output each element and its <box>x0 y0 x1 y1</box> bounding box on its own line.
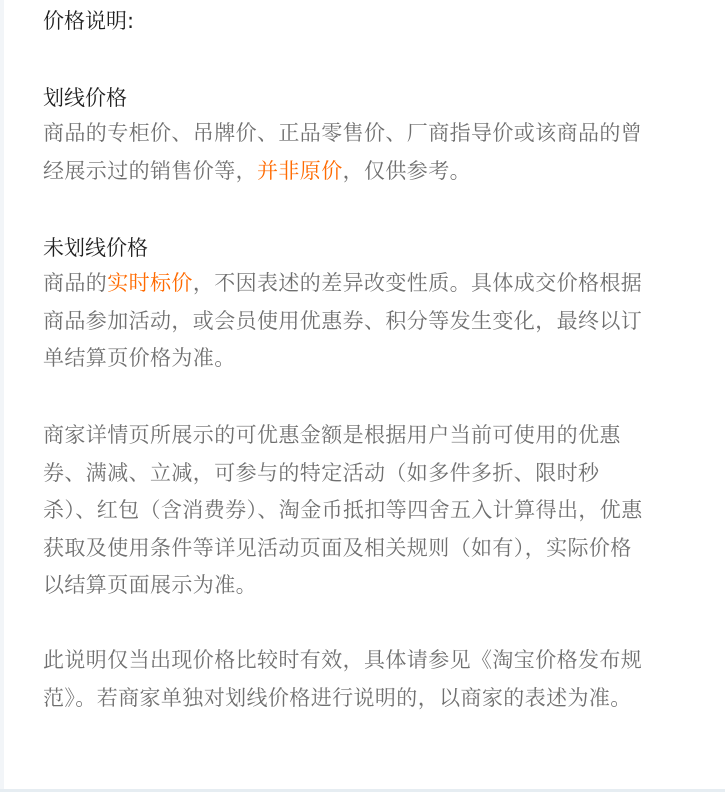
strike-price-text-after: ，仅供参考。 <box>342 158 472 183</box>
strike-price-heading: 划线价格 <box>43 86 127 110</box>
realtime-price-highlight: 实时标价 <box>107 271 193 295</box>
discount-explanation: 商家详情页所展示的可优惠金额是根据用户当前可使用的优惠券、满减、立减，可参与的特定活动（如多件多折、限时秒杀）、红包（含消费券）、淘金币抵扣等四舍五入计算得出，优惠获取及使用条件等详见活动页面及相关规则（如有），实际价格以结算页面展示为准。 <box>43 423 643 597</box>
strike-price-description <box>43 115 653 190</box>
unstrike-price-description <box>43 265 653 378</box>
unstrike-price-text-after: ，不因表述的差异改变性质。具体成交价格根据商品参加活动，或会员使用优惠券、积分等发生变化，最终以订单结算页价格为准。 <box>43 271 643 370</box>
page-title: 价格说明: <box>43 9 135 33</box>
unstrike-price-text-before: 商品的 <box>43 271 108 295</box>
strike-price-text-before: 商品的专柜价、吊牌价、正品零售价、厂商指导价或该商品的曾经展示过的销售价等， <box>43 121 643 183</box>
unstrike-price-heading: 未划线价格 <box>43 236 148 260</box>
not-original-price-highlight: 并非原价 <box>257 158 343 183</box>
validity-note: 此说明仅当出现价格比较时有效，具体请参见《淘宝价格发布规范》。若商家单独对划线价格进行说明的，以商家的表述为准。 <box>43 648 643 710</box>
left-edge-strip <box>0 0 4 792</box>
